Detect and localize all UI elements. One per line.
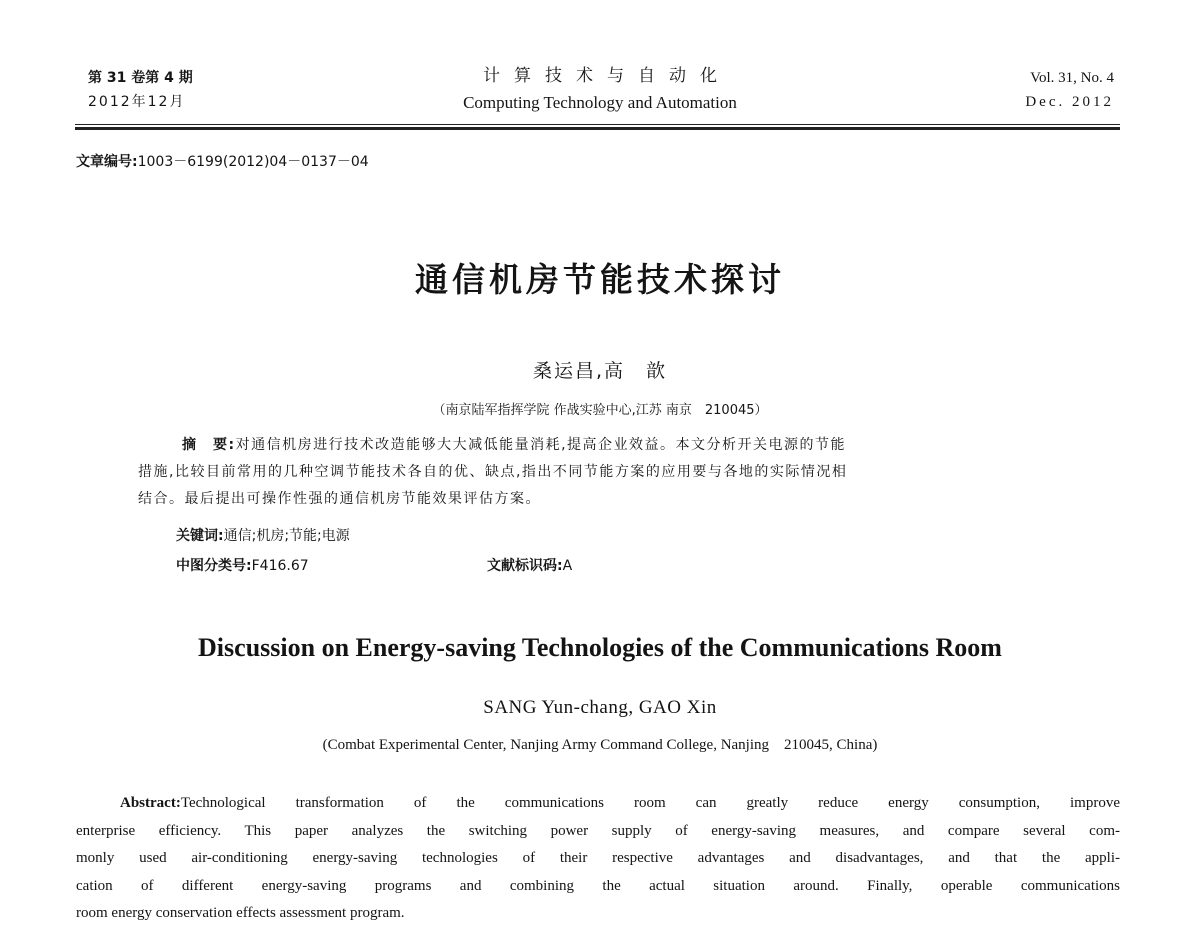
abstract-cn-label: 摘 要: [182,437,236,453]
document-code-label: 文献标识码: [487,558,563,574]
abstract-cn-line-3: 结合。最后提出可操作性强的通信机房节能效果评估方案。 [138,491,541,507]
article-number-label: 文章编号: [76,154,138,170]
abstract-en-line-5: room energy conservation effects assessment program. [76,905,405,921]
keywords-cn [176,525,350,545]
authors-cn: 桑运昌,高 歆 [532,360,668,382]
abstract-en-line-1 [76,790,1120,818]
header-date-cn: 2012年12月 [88,94,186,110]
classification-value: F416.67 [251,558,309,574]
classification-label: 中图分类号: [176,558,252,574]
article-number-value: 1003－6199(2012)04－0137－04 [137,154,369,170]
header-rule-thick [75,127,1120,130]
classification-number [176,555,309,575]
header-volume-issue-en: Vol. 31, No. 4 [1030,70,1114,86]
title-en: Discussion on Energy-saving Technologies of the Communications Room [198,633,1002,662]
abstract-cn-line-1 [138,432,1068,459]
abstract-en-line-4: cation of different energy-saving programs and combining the actual situation around. Finally, operable communications [76,877,1120,894]
header-date-en: Dec. 2012 [1025,94,1114,110]
affiliation-en: (Combat Experimental Center, Nanjing Army Command College, Nanjing 210045, China) [322,737,878,753]
abstract-en [76,790,1120,928]
document-code-value: A [562,558,573,574]
header-volume-issue-cn: 第 31 卷第 4 期 [88,70,193,86]
abstract-en-line-3: monly used air-conditioning energy-saving technologies of their respective advantages and disadvantages, and that the appli- [76,850,1120,866]
document-code [487,555,572,575]
keywords-value: 通信;机房;节能;电源 [223,528,350,544]
header-rule-thin [75,124,1120,125]
abstract-en-text-1: Technological transformation of the communications room can greatly reduce energy consumption, improve [180,795,1120,811]
journal-name-cn: 计算技术与自动化 [483,66,731,86]
affiliation-cn: （南京陆军指挥学院 作战实验中心,江苏 南京 210045） [432,403,768,418]
title-cn: 通信机房节能技术探讨 [415,260,785,299]
authors-en: SANG Yun-chang, GAO Xin [483,697,717,718]
journal-name-en: Computing Technology and Automation [463,93,737,112]
keywords-label: 关键词: [176,528,224,544]
abstract-en-label: Abstract: [120,795,181,811]
abstract-en-line-2: enterprise efficiency. This paper analyzes the switching power supply of energy-saving measures, and compare several com- [76,822,1120,839]
header-volume-en [1025,66,1114,114]
article-number [76,151,369,171]
header-journal [0,62,1200,116]
abstract-cn [138,432,1068,513]
abstract-cn-text-1: 对通信机房进行技术改造能够大大减低能量消耗,提高企业效益。本文分析开关电源的节能 [235,437,847,453]
abstract-cn-line-2: 措施,比较目前常用的几种空调节能技术各自的优、缺点,指出不同节能方案的应用要与各地的实际情况相 [138,464,848,480]
